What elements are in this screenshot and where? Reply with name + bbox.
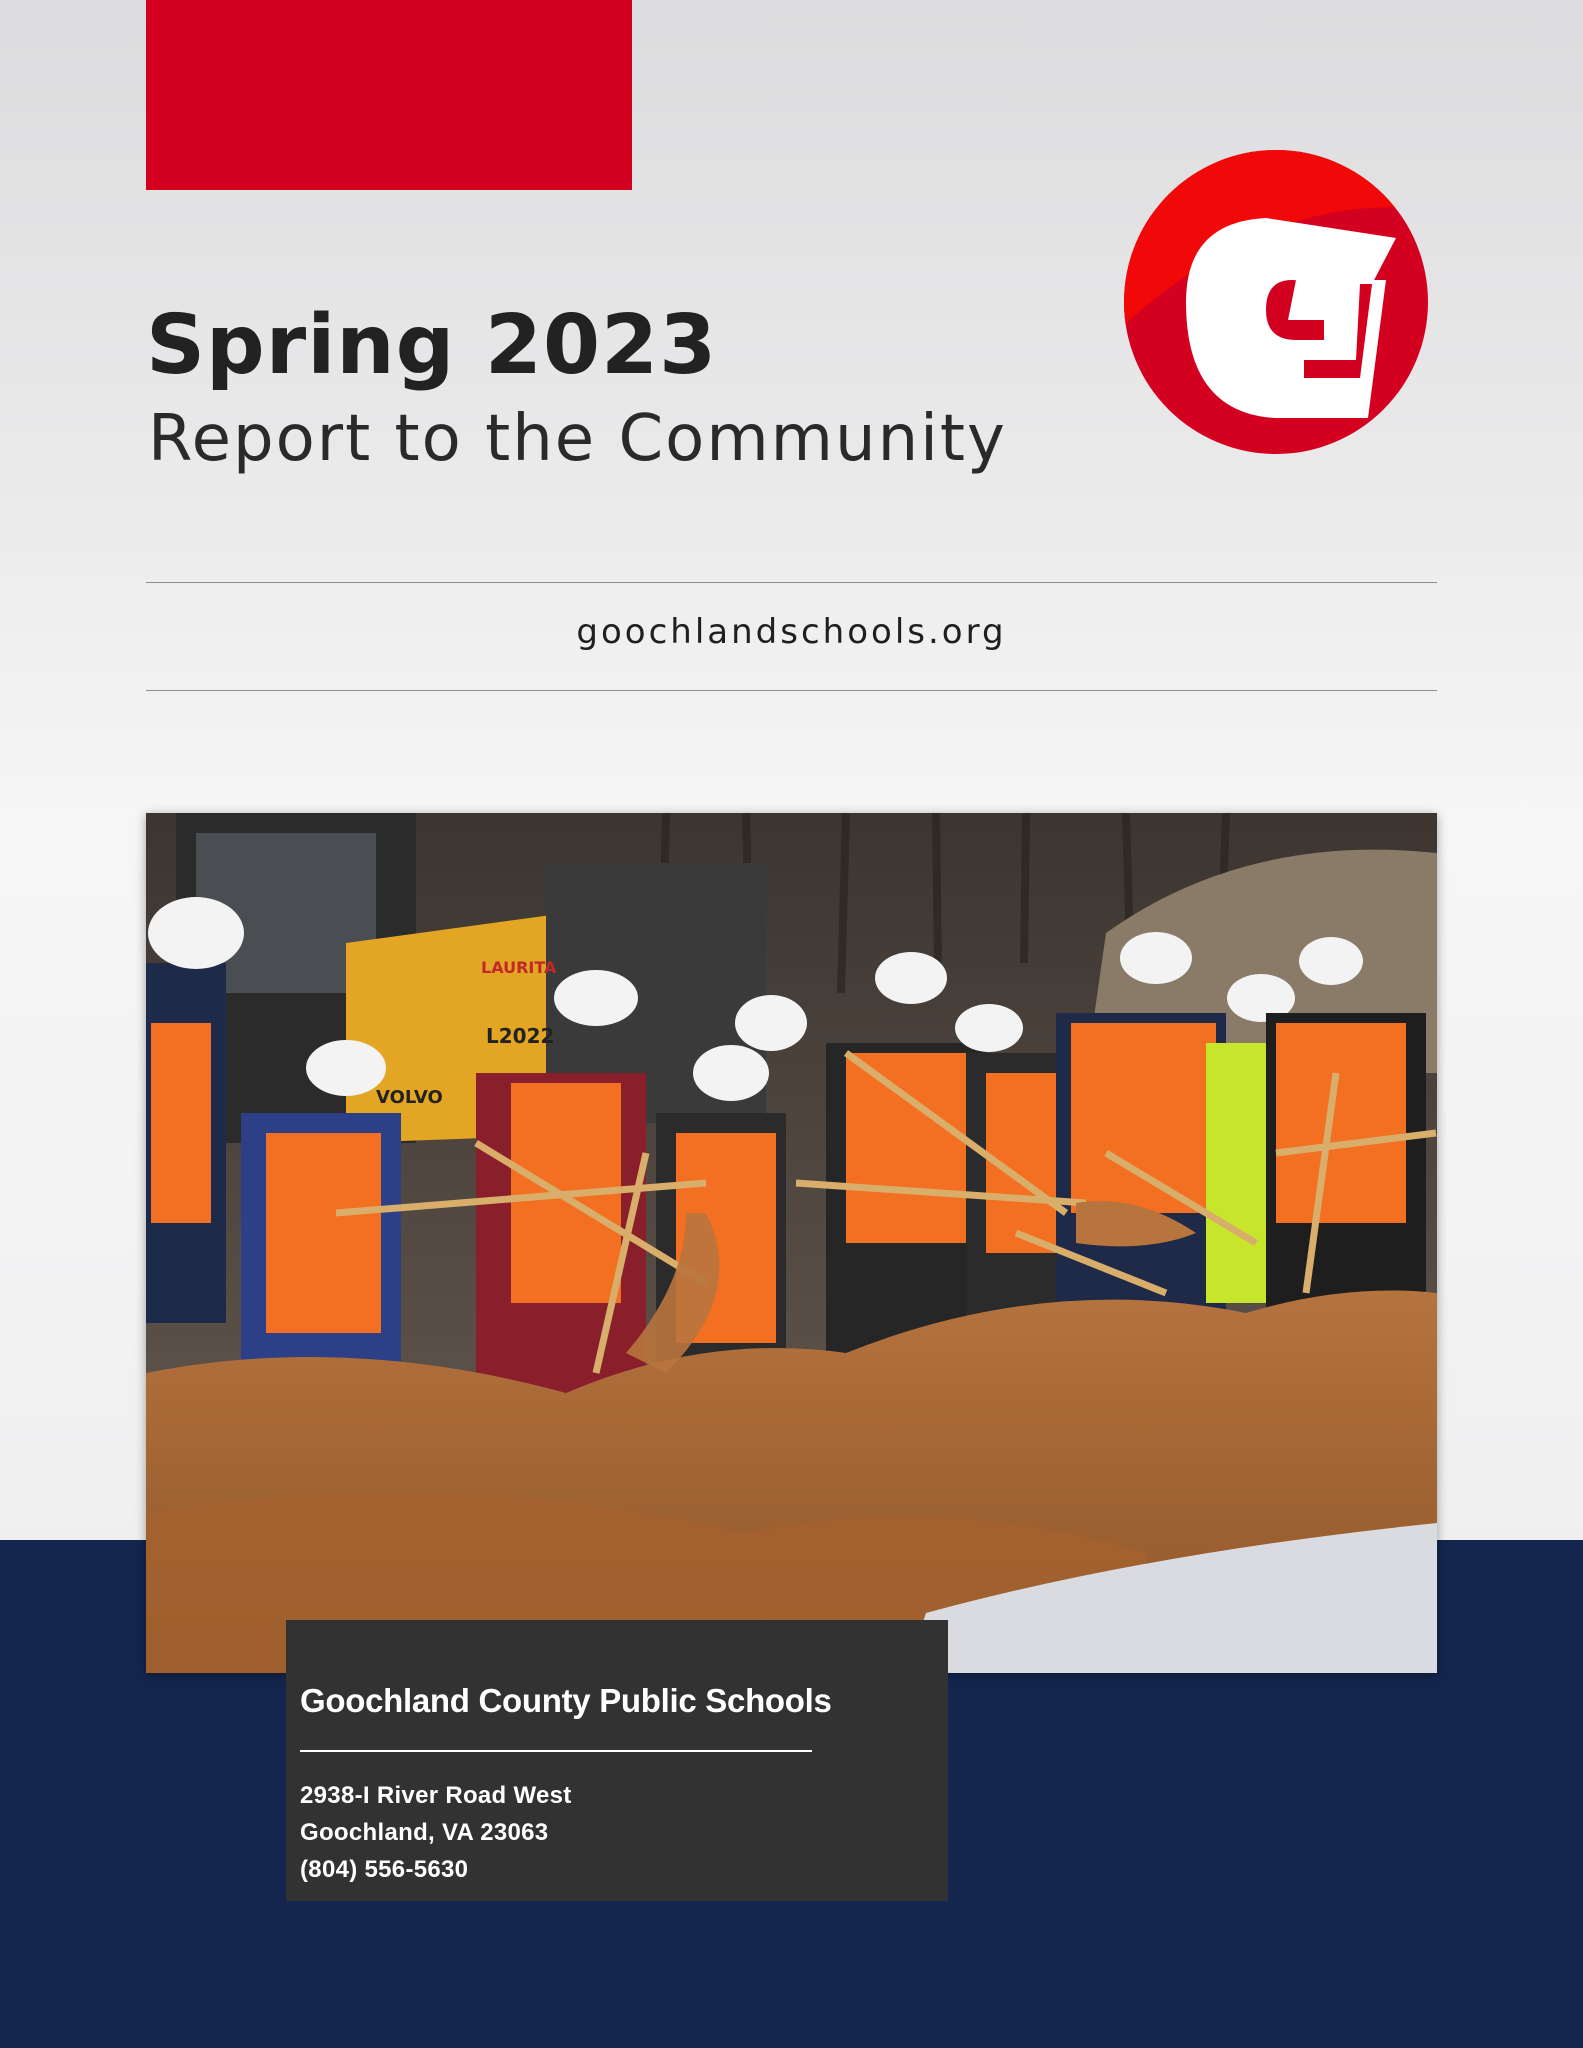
goochland-g-logo-icon (1124, 150, 1428, 454)
red-accent-block (146, 0, 632, 190)
info-divider (300, 1750, 812, 1752)
address-line-2: Goochland, VA 23063 (300, 1819, 549, 1846)
svg-text:VOLVO: VOLVO (376, 1087, 443, 1108)
website-url[interactable]: goochlandschools.org (576, 612, 1007, 652)
svg-text:L2022: L2022 (486, 1024, 555, 1048)
contact-info-box (286, 1620, 948, 1901)
divider-top (146, 582, 1437, 583)
cover-title: Spring 2023 (146, 298, 718, 393)
svg-text:LAURITA: LAURITA (481, 958, 557, 977)
address-line-1: 2938-I River Road West (300, 1782, 572, 1809)
organization-name: Goochland County Public Schools (300, 1682, 832, 1719)
divider-bottom (146, 690, 1437, 691)
cover-subtitle: Report to the Community (148, 402, 1007, 476)
groundbreaking-photo (146, 813, 1437, 1673)
phone-number[interactable]: (804) 556-5630 (300, 1856, 469, 1883)
